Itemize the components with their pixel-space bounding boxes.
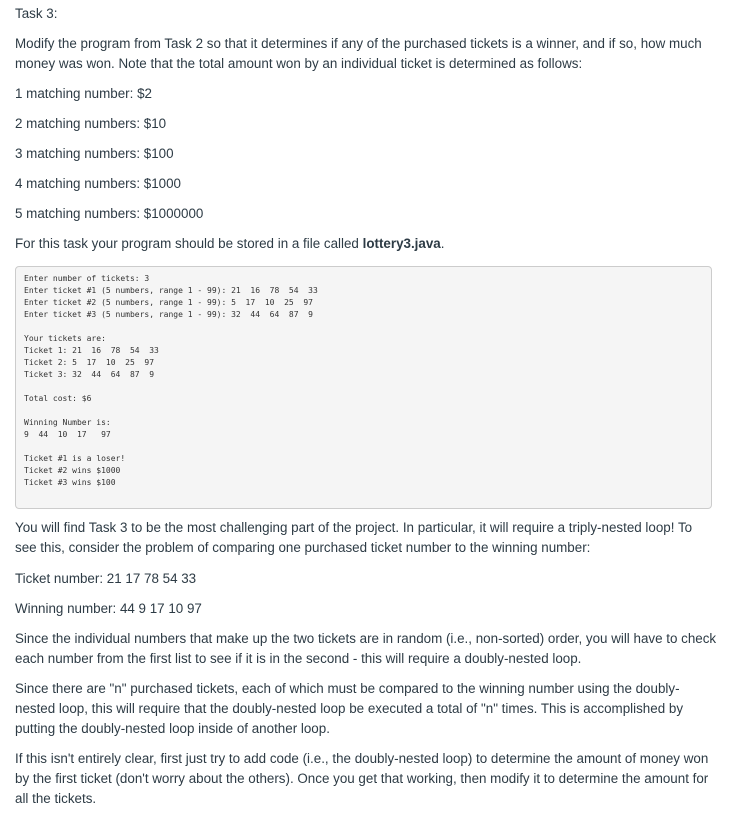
storage-instruction <box>15 234 730 254</box>
doubly-nested-paragraph: Since the individual numbers that make up the two tickets are in random (i.e., non-sorted) order, you will have to check each number from the first list to see if it is in the second - this will require a doubly-nested loop. <box>15 631 717 666</box>
intro-paragraph: Modify the program from Task 2 so that it determines if any of the purchased tickets is a winner, and if so, how much money was won. Note that the total amount won by an individual ticket is determined as follows: <box>15 36 702 71</box>
n-tickets-paragraph: Since there are "n" purchased tickets, each of which must be compared to the winning number using the doubly-nested loop, this will require that the doubly-nested loop be executed a total of "n" times. This is accomplished by putting the doubly-nested loop inside of another loop. <box>15 681 684 736</box>
winning-number-line: Winning number: 44 9 17 10 97 <box>15 601 202 616</box>
prize-line-3: 3 matching numbers: $100 <box>15 146 174 161</box>
challenge-paragraph: You will find Task 3 to be the most challenging part of the project. In particular, it will require a triply-nested loop! To see this, consider the problem of comparing one purchased ticket number to the winning number: <box>15 520 693 555</box>
storage-filename: lottery3.java <box>362 236 441 251</box>
prize-line-1: 1 matching number: $2 <box>15 86 152 101</box>
storage-prefix: For this task your program should be stored in a file called <box>15 236 363 251</box>
storage-suffix: . <box>440 236 445 251</box>
task-title: Task 3: <box>15 6 58 21</box>
advice-paragraph: If this isn't entirely clear, first just try to add code (i.e., the doubly-nested loop) to determine the amount of money won by the first ticket (don't worry about the others). Once you get that working, then modify it to determine the amount for all the tickets. <box>15 751 709 806</box>
ticket-number-line: Ticket number: 21 17 78 54 33 <box>15 571 197 586</box>
sample-output-block: Enter number of tickets: 3 Enter ticket #1 (5 numbers, range 1 - 99): 21 16 78 54 33 Enter ticket #2 (5 numbers, range 1 - 99): 5 17 10 25 97 Enter ticket #3 (5 numbers, range 1 - 99): 32 44 64 87 9 Your tickets are: Ticket 1: 21 16 78 54 33 Ticket 2: 5 17 10 25 97 Ticket 3: 32 44 64 87 9 Total cost: $6 Winning Number is: 9 44 10 17 97 Ticket #1 is a loser! Ticket #2 wins $1000 Ticket #3 wins $100 <box>15 266 712 509</box>
prize-line-5: 5 matching numbers: $1000000 <box>15 206 204 221</box>
prize-line-2: 2 matching numbers: $10 <box>15 116 167 131</box>
prize-line-4: 4 matching numbers: $1000 <box>15 176 181 191</box>
